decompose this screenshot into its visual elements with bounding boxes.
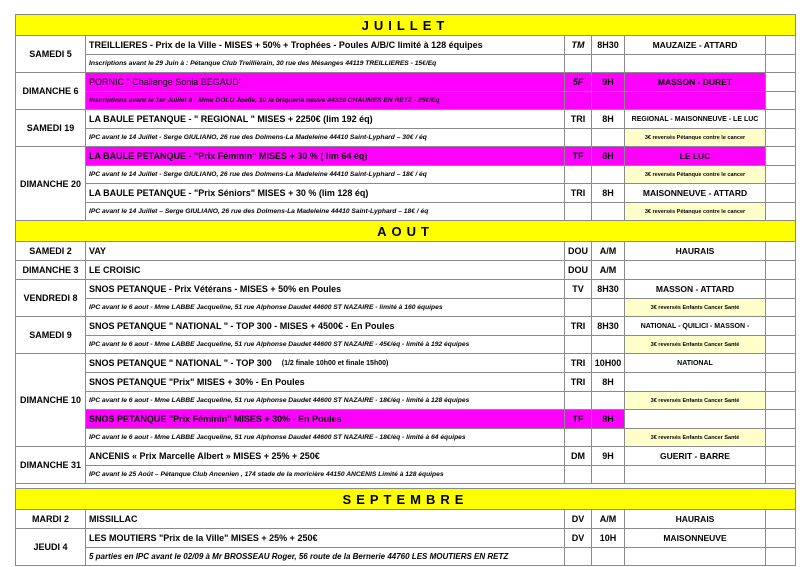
event-arbitre bbox=[625, 466, 766, 483]
empty-cell bbox=[766, 373, 796, 391]
empty-cell bbox=[766, 203, 796, 220]
event-registration-info: IPC avant le 14 Juillet - Serge GIULIANO, 26 rue des Dolmens-La Madeleine 44410 Saint-Lyphard – 18€ / éq bbox=[86, 166, 565, 183]
event-registration-info: IPC avant le 14 Juillet – Serge GIULIANO, 26 rue des Dolmens-La Madeleine 44410 Saint-Lyphard – 18€ / éq bbox=[86, 203, 565, 220]
event-type bbox=[565, 129, 592, 146]
event-arbitre bbox=[625, 261, 766, 279]
empty-cell bbox=[766, 354, 796, 372]
event-type bbox=[565, 429, 592, 446]
event-arbitre bbox=[625, 92, 766, 109]
event-type: DOU bbox=[565, 242, 592, 260]
event-dimanche-31 bbox=[16, 447, 796, 484]
table-row bbox=[86, 392, 796, 410]
event-type bbox=[565, 548, 592, 565]
event-hour bbox=[592, 166, 625, 183]
event-type: DM bbox=[565, 447, 592, 465]
event-registration-info: Inscriptions avant le 29 Juin à : Pétanque Club Treillièrain, 30 rue des Mésanges 44119 TREILLIERES - 15€/Eq bbox=[86, 55, 565, 72]
event-hour: 8H bbox=[592, 410, 625, 428]
event-type bbox=[565, 203, 592, 220]
empty-cell bbox=[766, 184, 796, 202]
event-registration-info: IPC avant le 6 aout - Mme LABBE Jacqueline, 51 rue Alphonse Daudet 44600 ST NAZAIRE - 45€/éq - limité à 192 équipes bbox=[86, 336, 565, 353]
event-hour: 9H bbox=[592, 73, 625, 91]
empty-cell bbox=[766, 410, 796, 428]
month-header-juillet: JUILLET bbox=[16, 15, 796, 36]
event-arbitre: REGIONAL - MAISONNEUVE - LE LUC bbox=[625, 110, 766, 128]
event-description: PORNIC " Challenge Sonia BEGAUD" bbox=[86, 73, 565, 91]
event-description: LA BAULE PETANQUE - " REGIONAL " MISES + 2250€ (lim 192 éq) bbox=[86, 110, 565, 128]
event-hour bbox=[592, 203, 625, 220]
empty-cell bbox=[766, 429, 796, 446]
table-row bbox=[86, 166, 796, 184]
empty-cell bbox=[766, 336, 796, 353]
table-row bbox=[86, 529, 796, 548]
table-row bbox=[86, 447, 796, 466]
table-row bbox=[86, 92, 796, 109]
event-type: TRI bbox=[565, 184, 592, 202]
empty-cell bbox=[766, 392, 796, 409]
event-type bbox=[565, 166, 592, 183]
event-arbitre: NATIONAL - QUILICI - MASSON - bbox=[625, 317, 766, 335]
event-type: DV bbox=[565, 529, 592, 547]
table-row bbox=[86, 184, 796, 203]
event-hour: 8H bbox=[592, 110, 625, 128]
table-row bbox=[86, 548, 796, 565]
charity-note: 3€ reversés Enfants Cancer Santé bbox=[625, 429, 766, 446]
table-row bbox=[86, 510, 796, 528]
event-hour: 10H bbox=[592, 529, 625, 547]
table-row bbox=[86, 354, 796, 373]
event-type: TM bbox=[565, 36, 592, 54]
event-hour bbox=[592, 429, 625, 446]
event-hour: 8H30 bbox=[592, 317, 625, 335]
table-row bbox=[86, 242, 796, 260]
event-date: SAMEDI 19 bbox=[16, 110, 86, 146]
event-date: VENDREDI 8 bbox=[16, 280, 86, 316]
event-date: DIMANCHE 10 bbox=[16, 354, 86, 446]
event-hour bbox=[592, 392, 625, 409]
event-registration-info: 5 parties en IPC avant le 02/09 à Mr BROSSEAU Roger, 56 route de la Bernerie 44760 LES MOUTIERS EN RETZ bbox=[86, 548, 565, 565]
event-hour bbox=[592, 336, 625, 353]
event-date: MARDI 2 bbox=[16, 510, 86, 528]
event-type: TV bbox=[565, 280, 592, 298]
empty-cell bbox=[766, 299, 796, 316]
event-samedi-2 bbox=[16, 242, 796, 261]
event-hour bbox=[592, 129, 625, 146]
empty-cell bbox=[766, 110, 796, 128]
event-hour: 9H bbox=[592, 447, 625, 465]
event-description: LA BAULE PETANQUE - "Prix Séniors" MISES + 30 % (lim 128 éq) bbox=[86, 184, 565, 202]
event-hour bbox=[592, 466, 625, 483]
empty-cell bbox=[766, 147, 796, 165]
event-hour: 8H30 bbox=[592, 280, 625, 298]
event-dimanche-3 bbox=[16, 261, 796, 280]
event-description: SNOS PETANQUE "Prix" MISES + 30% - En Poules bbox=[86, 373, 565, 391]
event-type: DOU bbox=[565, 261, 592, 279]
event-description: LES MOUTIERS "Prix de la Ville" MISES + 25% + 250€ bbox=[86, 529, 565, 547]
empty-cell bbox=[766, 261, 796, 279]
event-date: DIMANCHE 3 bbox=[16, 261, 86, 279]
event-arbitre: GUERIT - BARRE bbox=[625, 447, 766, 465]
empty-cell bbox=[766, 510, 796, 528]
table-row bbox=[86, 317, 796, 336]
event-description: ANCENIS « Prix Marcelle Albert » MISES + 25% + 250€ bbox=[86, 447, 565, 465]
event-type bbox=[565, 336, 592, 353]
event-mardi-2 bbox=[16, 510, 796, 529]
event-dimanche-6 bbox=[16, 73, 796, 110]
empty-cell bbox=[766, 529, 796, 547]
empty-cell bbox=[766, 280, 796, 298]
event-hour: 8H bbox=[592, 147, 625, 165]
event-hour: A/M bbox=[592, 242, 625, 260]
event-type: TRI bbox=[565, 354, 592, 372]
event-hour bbox=[592, 92, 625, 109]
event-date: SAMEDI 2 bbox=[16, 242, 86, 260]
event-hour: 8H30 bbox=[592, 36, 625, 54]
event-date: DIMANCHE 6 bbox=[16, 73, 86, 109]
event-arbitre bbox=[625, 548, 766, 565]
table-row bbox=[86, 280, 796, 299]
empty-cell bbox=[766, 36, 796, 54]
event-type bbox=[565, 299, 592, 316]
event-schedule-note: (1/2 finale 10h00 et finale 15h00) bbox=[281, 359, 389, 367]
table-row bbox=[86, 466, 796, 483]
month-header-septembre: SEPTEMBRE bbox=[16, 489, 796, 510]
event-date: DIMANCHE 20 bbox=[16, 147, 86, 220]
event-description: VAY bbox=[86, 242, 565, 260]
table-row bbox=[86, 429, 796, 446]
charity-note: 3€ reversés Pétanque contre le cancer bbox=[625, 166, 766, 183]
charity-note: 3€ reversés Pétanque contre le cancer bbox=[625, 129, 766, 146]
event-date: DIMANCHE 31 bbox=[16, 447, 86, 483]
empty-cell bbox=[766, 73, 796, 91]
event-jeudi-4 bbox=[16, 529, 796, 566]
event-type: DV bbox=[565, 510, 592, 528]
event-arbitre bbox=[625, 55, 766, 72]
month-header-aout: AOUT bbox=[16, 221, 796, 242]
event-arbitre: MASSON - DURET bbox=[625, 73, 766, 91]
empty-cell bbox=[766, 129, 796, 146]
empty-cell bbox=[766, 548, 796, 565]
event-type: 5F bbox=[565, 73, 592, 91]
event-registration-info: IPC avant le 6 aout - Mme LABBE Jacqueline, 51 rue Alphonse Daudet 44600 ST NAZAIRE - limité à 160 équipes bbox=[86, 299, 565, 316]
event-arbitre: HAURAIS bbox=[625, 242, 766, 260]
event-arbitre: HAURAIS bbox=[625, 510, 766, 528]
empty-cell bbox=[766, 466, 796, 483]
empty-cell bbox=[766, 55, 796, 72]
event-description: SNOS PETANQUE - Prix Vétérans - MISES + 50% en Poules bbox=[86, 280, 565, 298]
empty-cell bbox=[766, 92, 796, 109]
event-hour bbox=[592, 548, 625, 565]
event-description bbox=[86, 354, 565, 372]
event-hour: 8H bbox=[592, 373, 625, 391]
event-arbitre: MASSON - ATTARD bbox=[625, 280, 766, 298]
event-arbitre: MAISONNEUVE - ATTARD bbox=[625, 184, 766, 202]
schedule-table bbox=[15, 14, 796, 566]
event-vendredi-8 bbox=[16, 280, 796, 317]
event-type bbox=[565, 466, 592, 483]
event-type bbox=[565, 392, 592, 409]
event-type: TRI bbox=[565, 373, 592, 391]
table-row bbox=[86, 110, 796, 129]
event-description: SNOS PETANQUE " NATIONAL " - TOP 300 - MISES + 4500€ - En Poules bbox=[86, 317, 565, 335]
event-type: TRI bbox=[565, 317, 592, 335]
event-arbitre: LE LUC bbox=[625, 147, 766, 165]
event-hour bbox=[592, 299, 625, 316]
table-row bbox=[86, 36, 796, 55]
event-samedi-5 bbox=[16, 36, 796, 73]
event-registration-info: IPC avant le 6 aout - Mme LABBE Jacqueline, 51 rue Alphonse Daudet 44600 ST NAZAIRE - 18€/éq - limité à 128 équipes bbox=[86, 392, 565, 409]
table-row bbox=[86, 299, 796, 316]
event-date: JEUDI 4 bbox=[16, 529, 86, 565]
event-arbitre bbox=[625, 373, 766, 391]
table-row bbox=[86, 55, 796, 72]
table-row bbox=[86, 410, 796, 429]
event-description: MISSILLAC bbox=[86, 510, 565, 528]
empty-cell bbox=[766, 166, 796, 183]
event-hour: 10H00 bbox=[592, 354, 625, 372]
event-dimanche-10 bbox=[16, 354, 796, 447]
table-row bbox=[86, 73, 796, 92]
table-row bbox=[86, 203, 796, 220]
event-date: SAMEDI 5 bbox=[16, 36, 86, 72]
event-samedi-9 bbox=[16, 317, 796, 354]
table-row bbox=[86, 261, 796, 279]
event-description: LA BAULE PETANQUE - "Prix Féminin" MISES + 30 % ( lim 64 éq) bbox=[86, 147, 565, 165]
event-hour: A/M bbox=[592, 510, 625, 528]
event-type bbox=[565, 55, 592, 72]
charity-note: 3€ reversés Enfants Cancer Santé bbox=[625, 336, 766, 353]
event-dimanche-20 bbox=[16, 147, 796, 221]
event-description: SNOS PETANQUE "Prix Féminin" MISES + 30% - En Poules bbox=[86, 410, 565, 428]
event-hour: A/M bbox=[592, 261, 625, 279]
event-registration-info: IPC avant le 6 aout - Mme LABBE Jacqueline, 51 rue Alphonse Daudet 44600 ST NAZAIRE - 18€/éq - limité à 64 équipes bbox=[86, 429, 565, 446]
event-type: TRI bbox=[565, 110, 592, 128]
event-hour: 8H bbox=[592, 184, 625, 202]
event-registration-info: IPC avant le 14 Juillet - Serge GIULIANO, 26 rue des Dolmens-La Madeleine 44410 Saint-Lyphard – 30€ / éq bbox=[86, 129, 565, 146]
event-arbitre: MAUZAIZE - ATTARD bbox=[625, 36, 766, 54]
table-row bbox=[86, 129, 796, 146]
event-type: TF bbox=[565, 410, 592, 428]
charity-note: 3€ reversés Enfants Cancer Santé bbox=[625, 392, 766, 409]
empty-cell bbox=[766, 317, 796, 335]
empty-cell bbox=[766, 242, 796, 260]
event-date: SAMEDI 9 bbox=[16, 317, 86, 353]
table-row bbox=[86, 373, 796, 392]
event-description: TREILLIERES - Prix de la Ville - MISES + 50% + Trophées - Poules A/B/C limité à 128 équipes bbox=[86, 36, 565, 54]
event-registration-info: Inscriptions avant le 1er Juillet à : Mme DOLU Joelle, 10 la briquerie neuve 44320 CHAUMES EN RETZ - 25€/Eq bbox=[86, 92, 565, 109]
event-type bbox=[565, 92, 592, 109]
event-registration-info: IPC avant le 25 Août – Pétanque Club Ancenien , 174 stade de la moricière 44150 ANCENIS Limité à 128 équipes bbox=[86, 466, 565, 483]
event-arbitre bbox=[625, 410, 766, 428]
event-hour bbox=[592, 55, 625, 72]
event-title: SNOS PETANQUE " NATIONAL " - TOP 300 bbox=[89, 358, 272, 368]
event-type: TF bbox=[565, 147, 592, 165]
charity-note: 3€ reversés Pétanque contre le cancer bbox=[625, 203, 766, 220]
event-description: LE CROISIC bbox=[86, 261, 565, 279]
event-samedi-19 bbox=[16, 110, 796, 147]
event-arbitre: MAISONNEUVE bbox=[625, 529, 766, 547]
event-arbitre: NATIONAL bbox=[625, 354, 766, 372]
charity-note: 3€ reversés Enfants Cancer Santé bbox=[625, 299, 766, 316]
table-row bbox=[86, 336, 796, 353]
table-row bbox=[86, 147, 796, 166]
empty-cell bbox=[766, 447, 796, 465]
